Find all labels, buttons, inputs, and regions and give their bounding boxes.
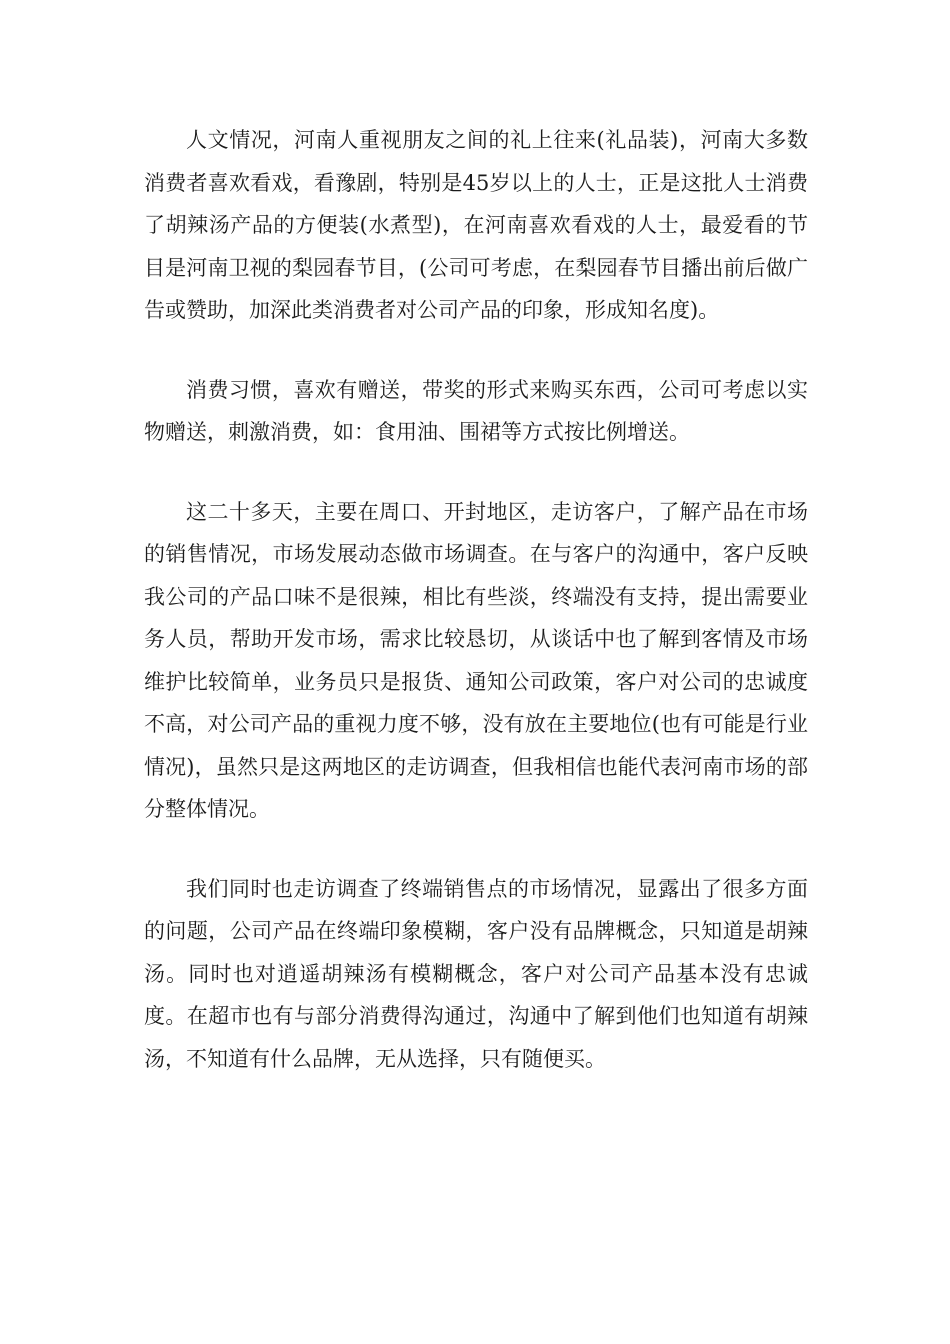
paragraph-habits: 消费习惯，喜欢有赠送，带奖的形式来购买东西，公司可考虑以实物赠送，刺激消费，如：食用油、围裙等方式按比例增送。 [144,377,808,444]
paragraph-customer-visits: 这二十多天，主要在周口、开封地区，走访客户，了解产品在市场的销售情况，市场发展动态做市场调查。在与客户的沟通中，客户反映我公司的产品口味不是很辣，相比有些淡，终端没有支持，提出需要业务人员，帮助开发市场，需求比较恳切，从谈话中也了解到客情及市场维护比较简单，业务员只是报货、通知公司政策，客户对公司的忠诚度不高，对公司产品的重视力度不够，没有放在主要地位(也有可能是行业情况)，虽然只是这两地区的走访调查，但我相信也能代表河南市场的部分整体情况。 [144,499,808,821]
paragraph-culture: 人文情况，河南人重视朋友之间的礼上往来(礼品装)，河南大多数消费者喜欢看戏，看豫剧，特别是45岁以上的人士，正是这批人士消费了胡辣汤产品的方便装(水煮型)，在河南喜欢看戏的人士，最爱看的节目是河南卫视的梨园春节目，(公司可考虑，在梨园春节目播出前后做广告或赞助，加深此类消费者对公司产品的印象，形成知名度)。 [144,128,808,322]
document-body [144,119,808,1080]
paragraph-terminal-survey: 我们同时也走访调查了终端销售点的市场情况，显露出了很多方面的问题，公司产品在终端印象模糊，客户没有品牌概念，只知道是胡辣汤。同时也对逍遥胡辣汤有模糊概念，客户对公司产品基本没有忠诚度。在超市也有与部分消费得沟通过，沟通中了解到他们也知道有胡辣汤，不知道有什么品牌，无从选择，只有随便买。 [144,876,808,1071]
